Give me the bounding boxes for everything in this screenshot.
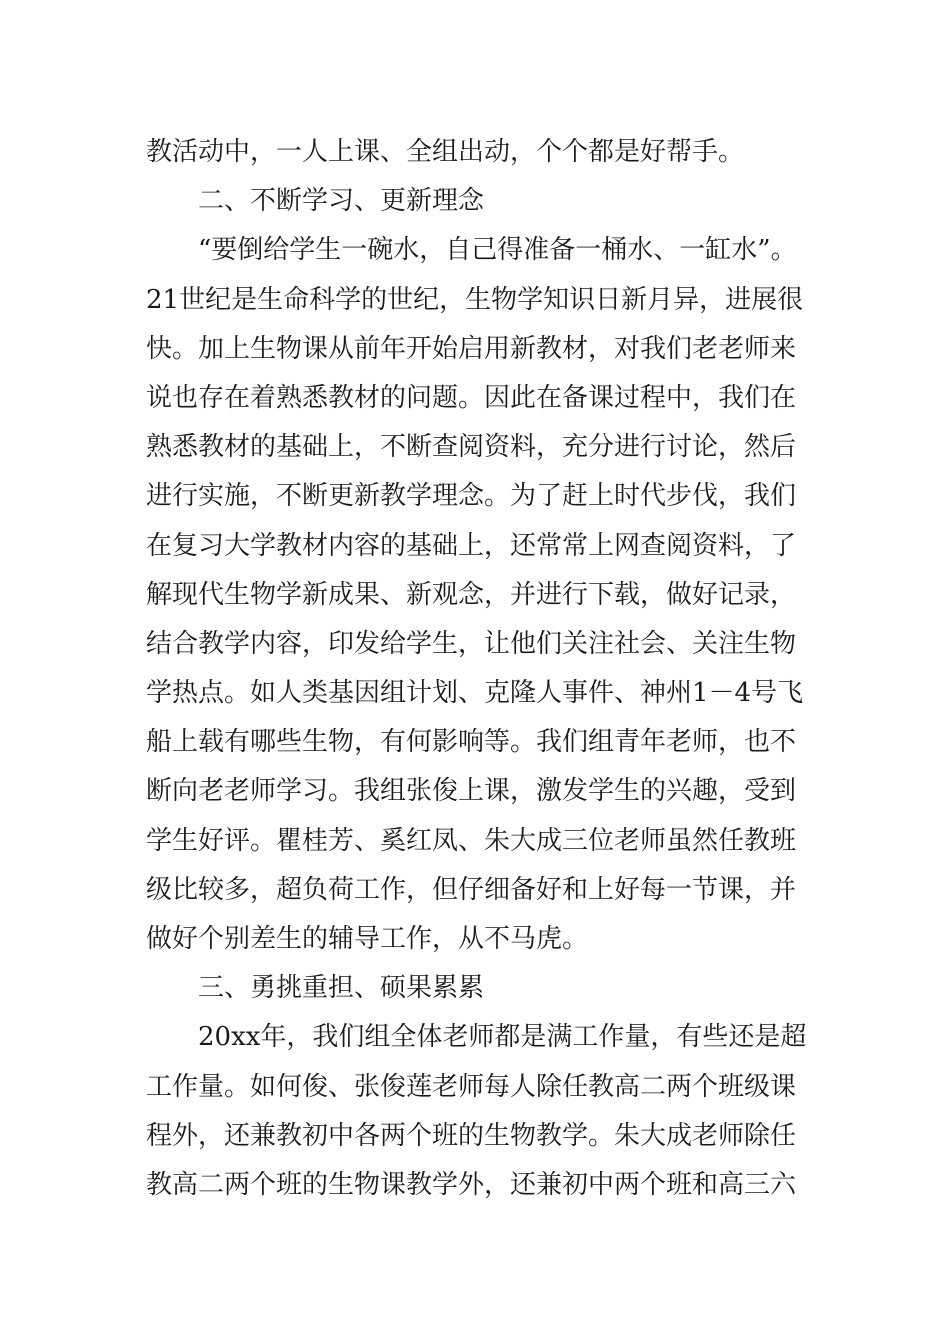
- text-line: “要倒给学生一碗水，自己得准备一桶水、一缸水”。: [198, 235, 797, 266]
- text-line: 熟悉教材的基础上，不断查阅资料，充分进行讨论，然后: [146, 432, 797, 463]
- text-line: 级比较多，超负荷工作，但仔细备好和上好每一节课，并: [146, 874, 797, 905]
- text-line: 20xx年，我们组全体老师都是满工作量，有些还是超: [198, 1022, 807, 1053]
- text-line: 进行实施，不断更新教学理念。为了赶上时代步伐，我们: [146, 481, 797, 512]
- section-heading: 三、勇挑重担、硕果累累: [198, 973, 485, 1004]
- text-line: 船上载有哪些生物，有何影响等。我们组青年老师，也不: [146, 727, 797, 758]
- section-heading: 二、不断学习、更新理念: [198, 186, 485, 217]
- text-line: 结合教学内容，印发给学生，让他们关注社会、关注生物: [146, 628, 797, 659]
- text-line: 说也存在着熟悉教材的问题。因此在备课过程中，我们在: [146, 382, 797, 413]
- text-line: 教高二两个班的生物课教学外，还兼初中两个班和高三六: [146, 1169, 797, 1200]
- text-line: 断向老老师学习。我组张俊上课，激发学生的兴趣，受到: [146, 776, 797, 807]
- text-line: 程外，还兼教初中各两个班的生物教学。朱大成老师除任: [146, 1120, 797, 1151]
- text-line: 21世纪是生命科学的世纪，生物学知识日新月异，进展很: [146, 284, 804, 315]
- text-line: 工作量。如何俊、张俊莲老师每人除任教高二两个班级课: [146, 1071, 797, 1102]
- document-body: [146, 128, 826, 1210]
- text-line: 学生好评。瞿桂芳、奚红凤、朱大成三位老师虽然任教班: [146, 825, 797, 856]
- text-line: 在复习大学教材内容的基础上，还常常上网查阅资料，了: [146, 530, 797, 561]
- text-line: 快。加上生物课从前年开始启用新教材，对我们老老师来: [146, 333, 797, 364]
- text-line: 做好个别差生的辅导工作，从不马虎。: [146, 924, 589, 954]
- text-line: 解现代生物学新成果、新观念，并进行下载，做好记录，: [146, 579, 797, 610]
- text-line: 教活动中，一人上课、全组出动，个个都是好帮手。: [146, 137, 745, 167]
- text-line: 学热点。如人类基因组计划、克隆人事件、神州1－4号飞: [146, 678, 804, 709]
